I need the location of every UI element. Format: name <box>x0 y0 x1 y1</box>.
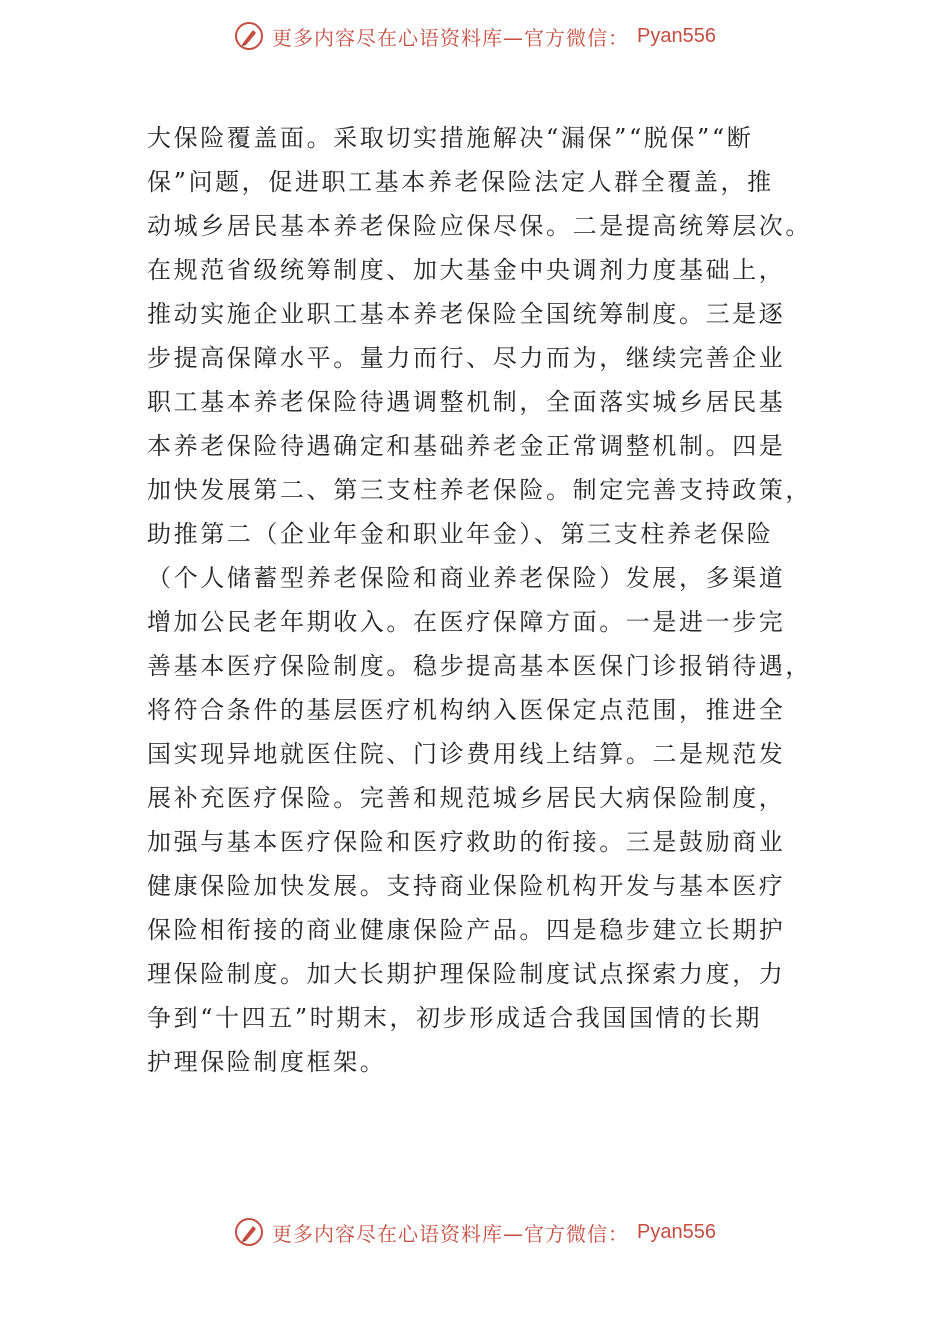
text-line: 助推第二（企业年金和职业年金）、第三支柱养老保险 <box>147 520 774 548</box>
text-line: 将符合条件的基层医疗机构纳入医保定点范围，推进全 <box>147 696 786 724</box>
header-watermark <box>0 16 950 56</box>
text-line: 保”问题，促进职工基本养老保险法定人群全覆盖，推 <box>147 168 774 196</box>
watermark-text: 更多内容尽在心语资料库—官方微信： <box>272 1221 630 1246</box>
text-line: 在规范省级统筹制度、加大基金中央调剂力度基础上， <box>147 256 786 284</box>
text-line: 展补充医疗保险。完善和规范城乡居民大病保险制度， <box>147 784 786 812</box>
text-line: 步提高保障水平。量力而行、尽力而为，继续完善企业 <box>147 344 786 372</box>
watermark-wechat-id: Pyan556 <box>637 1220 716 1243</box>
pen-logo-icon <box>234 1217 264 1247</box>
watermark-wechat-id: Pyan556 <box>637 24 716 47</box>
text-line: 保险相衔接的商业健康保险产品。四是稳步建立长期护 <box>147 916 786 944</box>
text-line: 大保险覆盖面。采取切实措施解决“漏保”“脱保”“断 <box>147 124 754 152</box>
text-line: 增加公民老年期收入。在医疗保障方面。一是进一步完 <box>147 608 786 636</box>
text-line: 本养老保险待遇确定和基础养老金正常调整机制。四是 <box>147 432 786 460</box>
text-line: 健康保险加快发展。支持商业保险机构开发与基本医疗 <box>147 872 786 900</box>
text-line: 善基本医疗保险制度。稳步提高基本医保门诊报销待遇， <box>147 652 812 680</box>
text-line: 推动实施企业职工基本养老保险全国统筹制度。三是逐 <box>147 300 786 328</box>
text-line: 加强与基本医疗保险和医疗救助的衔接。三是鼓励商业 <box>147 828 786 856</box>
document-body <box>147 116 817 1084</box>
pen-logo-icon <box>234 21 264 51</box>
text-line: 职工基本养老保险待遇调整机制，全面落实城乡居民基 <box>147 388 786 416</box>
text-line: 国实现异地就医住院、门诊费用线上结算。二是规范发 <box>147 740 786 768</box>
footer-watermark <box>0 1212 950 1252</box>
text-line: 理保险制度。加大长期护理保险制度试点探索力度，力 <box>147 960 786 988</box>
text-line: 动城乡居民基本养老保险应保尽保。二是提高统筹层次。 <box>147 212 812 240</box>
watermark-text: 更多内容尽在心语资料库—官方微信： <box>272 25 630 50</box>
text-line: 护理保险制度框架。 <box>147 1048 387 1076</box>
text-line: 争到“十四五”时期末，初步形成适合我国国情的长期 <box>147 1004 762 1032</box>
text-line: （个人储蓄型养老保险和商业养老保险）发展，多渠道 <box>147 564 786 592</box>
text-line: 加快发展第二、第三支柱养老保险。制定完善支持政策， <box>147 476 812 504</box>
